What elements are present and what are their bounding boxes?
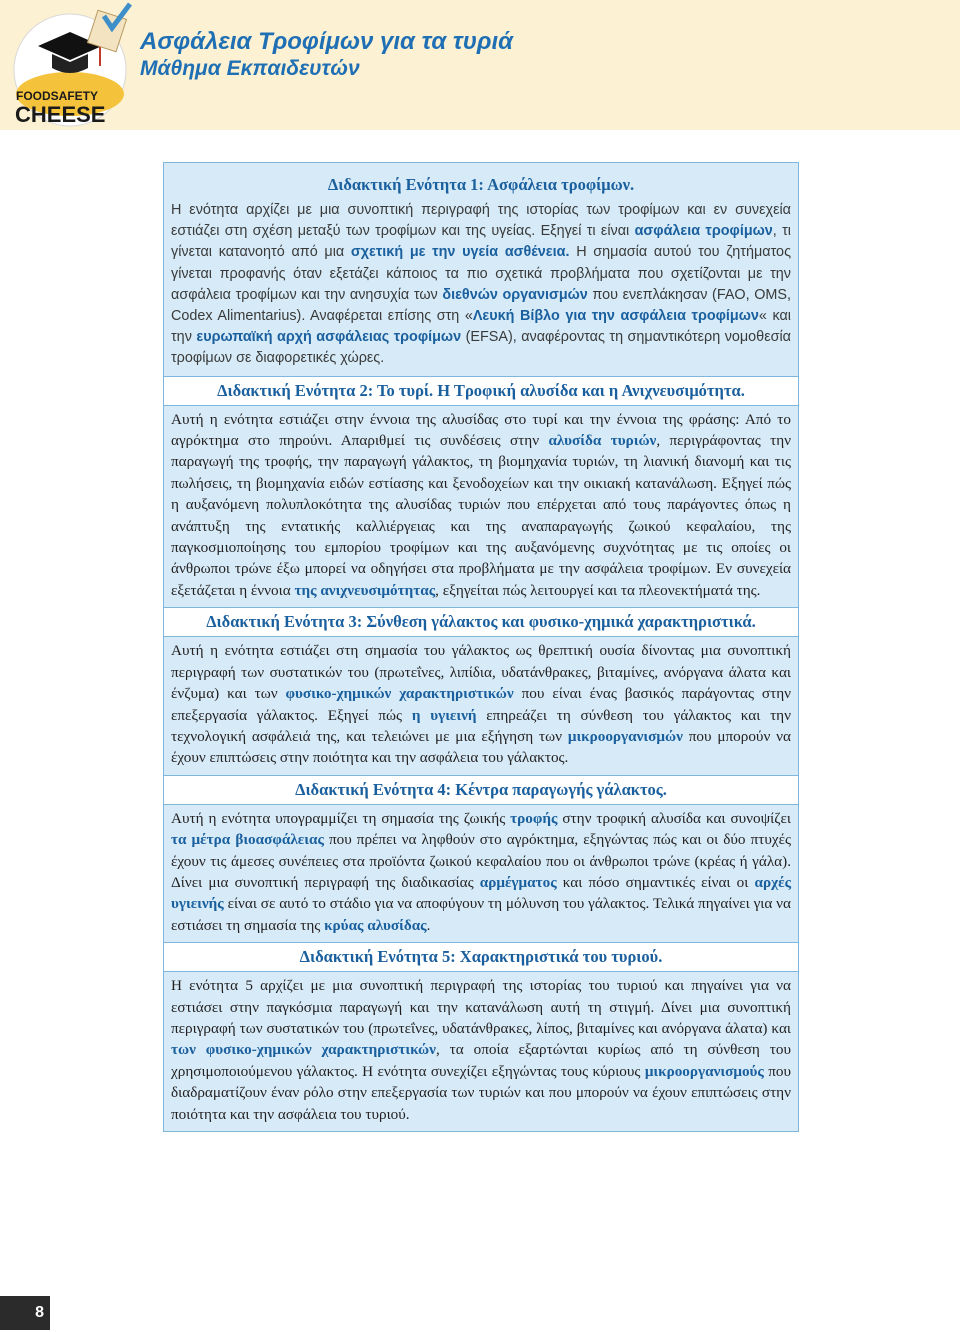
body-text: που μπορούν να έχουν επιπτώσεις στην ποιότητα και την ασφάλεια του γάλακτος. xyxy=(171,727,791,767)
body-text: Αυτή η ενότητα εστιάζει στην έννοια της αλυσίδας στο τυρί και την έννοια της φράσης: Από το αγρόκτημα στο πηρούνι. Απαριθμεί τις συνδέσεις στην xyxy=(171,410,791,450)
logo-text-bottom: CHEESE xyxy=(15,102,106,127)
body-text: , περιγράφοντας την παραγωγή της τροφής, την παραγωγή γάλακτος, τη βιομηχανία τυριών, τη λιανική διανομή και τις πωλήσεις, τη βιομηχανία ειδών εστίασης και ξενοδοχείων και την οικιακή κατανάλωση. Εξηγεί πώς η αυξανόμενη πολυπλοκότητα της αλυσίδας τυριών που επέρχεται από τους παράγοντες όπως η ανάπτυξη της εντατικής καλλιέργειας και της αναπαραγωγής ζωικού κεφαλαίου, της παγκοσμιοποίησης του εμπορίου τροφίμων και της αυξανόμενης συχνότητας με τις οποίες οι άνθρωποι τρώνε έξω μπορεί να οδηγήσει στα προβλήματα με την ασφάλεια τροφίμων. Εν συνεχεία εξετάζεται η έννοια xyxy=(171,432,792,599)
unit-body xyxy=(164,636,798,774)
unit-section xyxy=(164,607,798,774)
unit-body xyxy=(164,971,798,1131)
highlighted-term: τροφής xyxy=(510,809,558,827)
highlighted-term: διεθνών οργανισμών xyxy=(442,286,588,303)
body-text: που πρέπει να ληφθούν στο αγρόκτημα, εξηγώντας πώς και οι δύο πτυχές έχουν τις άμεσες συνέπειες στα προϊόντα ζωικού κεφαλαίου που οι άνθρωποι τρώνε (κρέας ή γάλα). Δίνει μια συνοπτική περιγραφή της διαδικασίας xyxy=(171,831,792,891)
unit-heading: Διδακτική Ενότητα 1: Ασφάλεια τροφίμων. xyxy=(164,163,798,197)
body-text: επηρεάζει τη σύνθεση του γάλακτος και την τεχνολογική ασφάλειά της, και τελειώνει με μια εξήγηση των xyxy=(171,706,791,745)
unit-body xyxy=(164,405,798,608)
highlighted-term: μικροοργανισμών xyxy=(567,727,683,745)
body-text: στην τροφική αλυσίδα και συνοψίζει xyxy=(557,809,791,827)
highlighted-term: σχετική με την υγεία ασθένεια. xyxy=(350,244,570,261)
body-text: , τα οποία εξαρτώνται κυρίως από τη σύνθεση του χρησιμοποιούμενου γάλακτος. Η ενότητα συνεχίζει εξηγώντας τους κύριους xyxy=(171,1041,791,1080)
body-text: Η ενότητα 5 αρχίζει με μια συνοπτική περιγραφή της ιστορίας του τυριού και πηγαίνει για να εστιάσει στην παγκόσμια παραγωγή και την κατανάλωση αυτή τη στιγμή. Δίνει μια συνοπτική περιγραφή των συστατικών του (πρωτεΐνες, υδατάνθρακες, λίπος, βιταμίνες και ανόργανα άλατα) και xyxy=(171,977,791,1037)
foodsafety-cheese-logo xyxy=(8,2,136,130)
unit-body xyxy=(164,197,798,376)
highlighted-term: φυσικο-χημικών χαρακτηριστικών xyxy=(285,685,514,703)
unit-heading: Διδακτική Ενότητα 5: Χαρακτηριστικά του τυριού. xyxy=(164,942,798,971)
highlighted-term: Λευκή Βίβλο για την ασφάλεια τροφίμων xyxy=(472,308,759,325)
unit-section xyxy=(164,775,798,942)
body-text: (EFSA), αναφέροντας τη σημαντικότερη νομοθεσία τροφίμων σε διαφορετικές χώρες. xyxy=(171,329,792,367)
unit-heading: Διδακτική Ενότητα 2: Το τυρί. Η Τροφική αλυσίδα και η Ανιχνευσιμότητα. xyxy=(164,376,798,405)
logo-text-top: FOODSAFETY xyxy=(16,89,99,103)
highlighted-term: τα μέτρα βιοασφάλειας xyxy=(171,831,324,849)
unit-section xyxy=(164,376,798,608)
body-text: είναι σε αυτό το στάδιο για να αποφύγουν τη μόλυνση του γάλακτος. Τελικά πηγαίνει για να εστιάσει τη σημασία της xyxy=(171,895,791,934)
highlighted-term: η υγιεινή xyxy=(411,706,477,724)
unit-heading: Διδακτική Ενότητα 4: Κέντρα παραγωγής γάλακτος. xyxy=(164,775,798,804)
highlighted-term: ευρωπαϊκή αρχή ασφάλειας τροφίμων xyxy=(196,329,462,346)
body-text: Αυτή η ενότητα υπογραμμίζει τη σημασία της ζωικής xyxy=(171,809,511,827)
page-subtitle: Μάθημα Εκπαιδευτών xyxy=(140,57,360,80)
highlighted-term: ασφάλεια τροφίμων xyxy=(634,223,773,240)
body-text: και πόσο σημαντικές είναι οι xyxy=(556,873,755,891)
body-text: « και την xyxy=(171,308,791,346)
unit-section xyxy=(164,163,798,376)
highlighted-term: μικροοργανισμούς xyxy=(644,1062,764,1080)
highlighted-term: αρχές υγιεινής xyxy=(171,873,791,913)
body-text: Η σημασία αυτού του ζητήματος γίνεται προφανής όταν εξετάζει κάποιος τα πιο σχετικά προβλήματα που σχετίζονται με την ασφάλεια τροφίμων και την ανησυχία των xyxy=(171,244,792,303)
body-text: Αυτή η ενότητα εστιάζει στη σημασία του γάλακτος ως θρεπτική ουσία δίνοντας μια συνοπτική περιγραφή των συστατικών του (πρωτεΐνες, λιπίδια, υδατάνθρακες, βιταμίνες, ανόργανα άλατα και ένζυμα) και των xyxy=(171,642,791,703)
page-number: 8 xyxy=(0,1296,50,1330)
body-text: Η ενότητα αρχίζει με μια συνοπτική περιγραφή της ιστορίας των τροφίμων και εν συνεχεία εστιάζει στη σχέση μεταξύ των τροφίμων και της υγείας. Εξηγεί τι είναι xyxy=(171,202,791,240)
unit-body xyxy=(164,804,798,942)
highlighted-term: της ανιχνευσιμότητας xyxy=(294,581,436,599)
body-text: . xyxy=(426,916,431,934)
header-titles xyxy=(140,28,513,82)
body-text: , τι γίνεται κατανοητό από μια xyxy=(171,223,791,261)
body-text: που διαδραματίζουν έναν ρόλο στην επεξεργασία των τυριών και που μπορούν να έχουν επιπτώσεις στην ποιότητα και την ασφάλεια του τυριού. xyxy=(171,1062,792,1123)
body-text: , εξηγείται πώς λειτουργεί και τα πλεονεκτήματά της. xyxy=(435,581,761,599)
body-text: που ενεπλάκησαν (FAO, OMS, Codex Alimentarius). Αναφέρεται επίσης στη « xyxy=(171,286,791,325)
highlighted-term: αλυσίδα τυριών xyxy=(548,432,657,450)
highlighted-term: κρύας αλυσίδας xyxy=(324,916,427,934)
units-table xyxy=(163,162,799,1132)
unit-heading: Διδακτική Ενότητα 3: Σύνθεση γάλακτος και φυσικο-χημικά χαρακτηριστικά. xyxy=(164,607,798,636)
page-title: Ασφάλεια Τροφίμων για τα τυριά xyxy=(140,28,514,55)
unit-section xyxy=(164,942,798,1131)
highlighted-term: αρμέγματος xyxy=(479,873,557,891)
body-text: που είναι ένας βασικός παράγοντας στην επεξεργασία γάλακτος. Εξηγεί πώς xyxy=(171,685,792,724)
highlighted-term: των φυσικο-χημικών χαρακτηριστικών xyxy=(171,1041,436,1059)
